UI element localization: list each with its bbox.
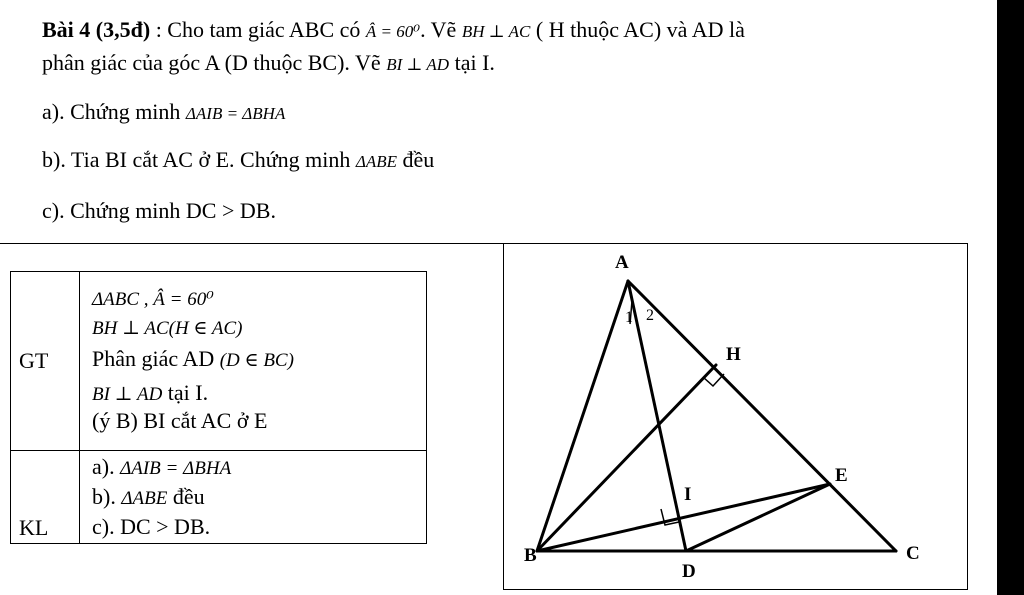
segment-de [686,484,830,551]
problem-text: tại I. [449,50,495,75]
angle-label-2: 2 [646,307,654,324]
part-a [42,99,285,125]
math-expression: BH ⊥ AC [461,22,531,41]
part-text: đều [397,147,435,172]
kl-text: b). [92,484,122,509]
label-h: H [726,344,741,365]
segment-ad [628,281,686,551]
gt-row-2: BH ⊥ AC(H ∈ AC) [92,318,243,339]
kl-row [11,451,427,544]
math-expression: BI ⊥ AD [92,384,163,405]
part-text: a). Chứng minh [42,99,186,124]
gt-text: Phân giác AD [92,346,220,371]
label-d: D [682,561,696,582]
problem-line-2 [42,47,982,80]
problem-text: ( H thuộc AC) và AD là [530,17,745,42]
math-expression: ΔAIB = ΔBHA [185,104,286,123]
math-expression: ΔABE [355,152,397,171]
gt-text: tại I. [162,380,209,405]
segment-ab [537,281,628,551]
problem-statement [42,14,982,80]
kl-text: đều [167,484,205,509]
divider-right [967,243,968,589]
problem-text: : Cho tam giác ABC có [150,17,366,42]
problem-line-1 [42,14,982,47]
gt-row-3 [92,346,426,372]
hypothesis-conclusion-table [10,271,427,544]
problem-title: Bài 4 (3,5đ) [42,17,151,42]
label-i: I [684,484,692,505]
math-expression: ΔAIB = ΔBHA [120,458,232,479]
angle-label-1: 1 [625,309,633,326]
kl-label: KL [11,451,80,544]
kl-row-2 [92,484,426,510]
math-expression: (D ∈ BC) [219,350,294,371]
part-c [42,198,276,224]
angle-expression: Â = 60⁰ [365,22,421,41]
kl-row-3: c). DC > DB. [92,514,211,539]
math-expression: ΔABE [121,488,168,509]
kl-row-1 [92,454,426,480]
kl-text: a). [92,454,121,479]
part-text: c). Chứng minh DC > DB. [42,198,276,223]
label-c: C [906,543,920,564]
gt-row-1: ΔABC , Â = 60⁰ [92,289,214,310]
problem-text: . Vẽ [420,17,462,42]
gt-content [80,272,427,451]
math-expression: BI ⊥ AD [386,55,450,74]
part-b [42,147,434,173]
label-a: A [615,252,629,273]
gt-row [11,272,427,451]
label-b: B [524,545,537,566]
kl-content [80,451,427,544]
gt-row-4 [92,380,426,406]
part-text: b). Tia BI cắt AC ở E. Chứng minh [42,147,356,172]
label-e: E [835,465,848,486]
gt-row-5: (ý B) BI cắt AC ở E [92,408,268,433]
divider-bottom [503,589,968,590]
right-black-border [997,0,1024,595]
gt-label: GT [11,272,80,451]
segment-bh [537,365,716,551]
problem-text: phân giác của góc A (D thuộc BC). Vẽ [42,50,387,75]
geometry-figure [504,244,966,588]
